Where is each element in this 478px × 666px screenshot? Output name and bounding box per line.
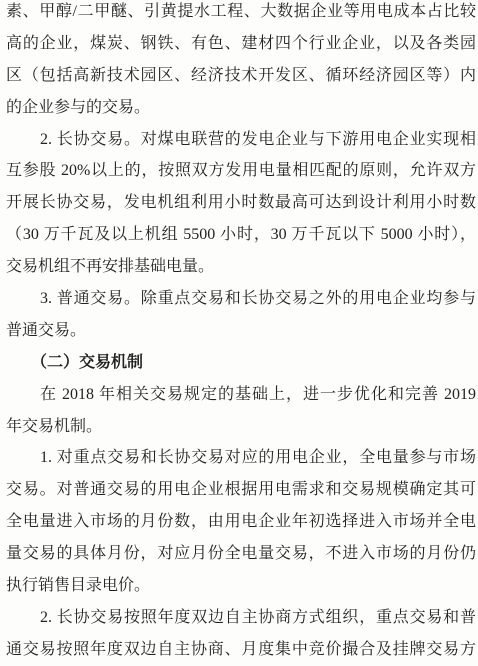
text-line: 高的企业，煤炭、钢铁、有色、建材四个行业企业，以及各类园 xyxy=(6,34,476,52)
text-line: 3. 普通交易。除重点交易和长协交易之外的用电企业均参与 xyxy=(40,290,476,308)
paragraph-long-term-trading xyxy=(6,124,476,283)
paragraph xyxy=(6,379,476,443)
text-line: 互参股 20%以上的，按照双方发用电量相匹配的原则，允许双方 xyxy=(6,162,476,180)
text-line: 的企业参与的交易。 xyxy=(6,98,151,116)
section-heading: （二）交易机制 xyxy=(31,353,144,371)
text-line: 素、甲醇/二甲醚、引黄提水工程、大数据企业等用电成本占比较 xyxy=(6,3,476,20)
text-line: 区（包括高新技术园区、经济技术开发区、循环经济园区等）内 xyxy=(6,66,476,84)
text-line: 通交易按照年度双边自主协商、月度集中竞价撮合及挂牌交易方 xyxy=(6,640,476,658)
paragraph xyxy=(6,0,476,124)
text-line: 交易机组不再安排基础电量。 xyxy=(6,258,215,276)
document-body xyxy=(6,0,476,666)
text-line: 2. 长协交易。对煤电联营的发电企业与下游用电企业实现相 xyxy=(40,130,476,148)
text-line: 交易。对普通交易的用电企业根据用电需求和交易规模确定其可 xyxy=(6,481,476,499)
text-line: 普通交易。 xyxy=(6,321,87,339)
text-line: 在 2018 年相关交易规定的基础上，进一步优化和完善 2019 xyxy=(40,385,476,403)
text-line: 执行销售目录电价。 xyxy=(6,577,151,595)
text-line: 量交易的具体月份，对应月份全电量交易，不进入市场的月份仍 xyxy=(6,545,476,563)
text-line: 1. 对重点交易和长协交易对应的用电企业，全电量参与市场 xyxy=(40,449,476,467)
text-line: 2. 长协交易按照年度双边自主协商方式组织，重点交易和普 xyxy=(40,608,476,626)
paragraph-ordinary-trading xyxy=(6,283,476,347)
paragraph-item-2 xyxy=(6,602,476,666)
text-line: 全电量进入市场的月份数，由用电企业年初选择进入市场并全电 xyxy=(6,513,476,531)
text-line: 年交易机制。 xyxy=(6,417,103,435)
paragraph-item-1 xyxy=(6,442,476,601)
text-line: 开展长协交易，发电机组利用小时数最高可达到设计利用小时数 xyxy=(6,194,476,212)
text-line: （30 万千瓦及以上机组 5500 小时，30 万千瓦以下 5000 小时）， xyxy=(6,226,476,244)
